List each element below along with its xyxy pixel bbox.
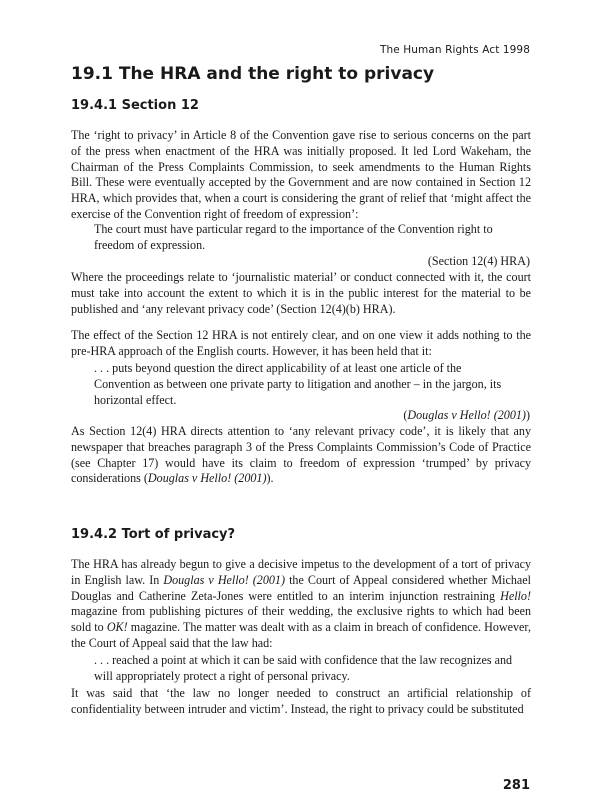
quote-citation: (Section 12(4) HRA): [427, 254, 530, 268]
quote-citation: (Douglas v Hello! (2001)): [403, 408, 530, 422]
magazine-title: OK!: [106, 620, 128, 635]
case-citation: Douglas v Hello! (2001): [163, 572, 286, 587]
block-quote: . . . puts beyond question the direct applicability of at least one article of the Convention as between one private party to litigation and another – in the jargon, its horizontal effect.: [94, 361, 502, 407]
case-citation: Douglas v Hello! (2001): [147, 471, 267, 486]
running-header: The Human Rights Act 1998: [380, 44, 530, 56]
paragraph: Where the proceedings relate to ‘journalistic material’ or conduct connected with it, the court must take into account the extent to which it is in the public interest for the material to be published and ‘any relevant privacy code’ (Section 12(4)(b) HRA).: [71, 270, 531, 316]
subsection-title-section-12: 19.4.1 Section 12: [71, 98, 199, 113]
block-quote: The court must have particular regard to the importance of the Convention right to freedom of expression.: [94, 222, 493, 252]
paragraph: The ‘right to privacy’ in Article 8 of the Convention gave rise to serious concerns on the part of the press when enactment of the HRA was initially proposed. It led Lord Wakeham, the Chairman of the Press Complaints Commission, to seek amendments to the Human Rights Bill. These were eventually accepted by the Government and are now contained in Section 12 HRA, which provides that, when a court is considering the grant of relief that ‘might affect the exercise of the Convention right of freedom of expression’:: [71, 128, 531, 221]
section-title: 19.1 The HRA and the right to privacy: [71, 64, 435, 84]
paragraph: The effect of the Section 12 HRA is not entirely clear, and on one view it adds nothing to the pre-HRA approach of the English courts. However, it has been held that it:: [71, 328, 531, 358]
subsection-title-tort-of-privacy: 19.4.2 Tort of privacy?: [71, 527, 236, 542]
paragraph: The HRA has already begun to give a decisive impetus to the development of a tort of privacy in English law. In Douglas v Hello! (2001) the Court of Appeal considered whether Michael Douglas and Catherine Zeta-Jones were entitled to an interim injunction restraining Hello! magazine from publishing pictures of their wedding, the exclusive rights to which had been sold to OK! magazine. The matter was dealt with as a claim in breach of confidence. However, the Court of Appeal said that the law had:: [71, 557, 531, 650]
paragraph: As Section 12(4) HRA directs attention to ‘any relevant privacy code’, it is likely that any newspaper that breaches paragraph 3 of the Press Complaints Commission’s Code of Practice (see Chapter 17) would have its claim to freedom of expression ‘trumped’ by privacy considerations (Douglas v Hello! (2001)).: [71, 424, 531, 486]
page-number: 281: [502, 778, 530, 793]
case-citation: Douglas v Hello! (2001): [407, 408, 526, 422]
paragraph: It was said that ‘the law no longer needed to construct an artificial relationship of confidentiality between intruder and victim’. Instead, the right to privacy could be substituted: [71, 686, 531, 716]
block-quote: . . . reached a point at which it can be said with confidence that the law recognizes and will appropriately protect a right of personal privacy.: [94, 653, 513, 683]
magazine-title: Hello!: [500, 588, 531, 603]
